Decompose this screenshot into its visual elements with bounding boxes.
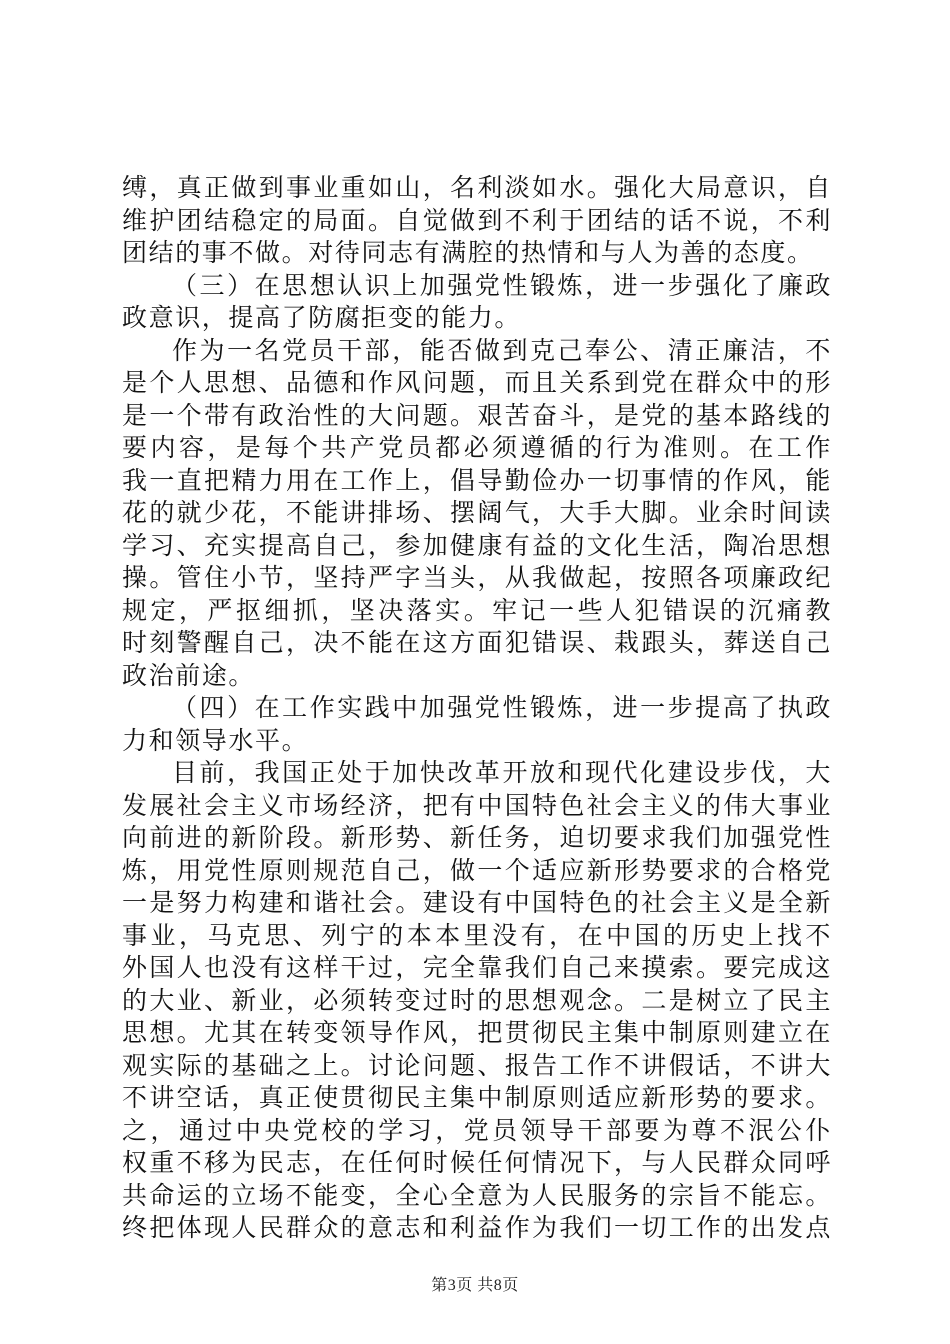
text-line: 事业，马克思、列宁的本本里没有，在中国的历史上找不 (122, 920, 832, 950)
text-line: （三）在思想认识上加强党性锻炼，进一步强化了廉政 (172, 270, 832, 300)
text-line: 向前进的新阶段。新形势、新任务，迫切要求我们加强党性 (122, 823, 832, 852)
text-line: 维护团结稳定的局面。自觉做到不利于团结的话不说，不利 (122, 205, 832, 235)
text-line: 缚，真正做到事业重如山，名利淡如水。强化大局意识，自 (122, 173, 832, 202)
text-line: 政意识，提高了防腐拒变的能力。 (122, 303, 522, 332)
text-line: （四）在工作实践中加强党性锻炼，进一步提高了执政 (172, 693, 832, 722)
text-line: 学习、充实提高自己，参加健康有益的文化生活，陶冶思想 (122, 530, 832, 560)
text-line: 规定，严抠细抓，坚决落实。牢记一些人犯错误的沉痛教 (122, 595, 832, 625)
text-line: 观实际的基础之上。讨论问题、报告工作不讲假话，不讲大 (122, 1050, 832, 1080)
text-line: 权重不移为民志，在任何时候任何情况下，与人民群众同呼 (122, 1148, 832, 1177)
text-line: 目前，我国正处于加快改革开放和现代化建设步伐，大 (172, 758, 832, 787)
body-text (122, 172, 832, 1245)
text-line: 思想。尤其在转变领导作风，把贯彻民主集中制原则建立在 (122, 1018, 832, 1047)
text-line: 发展社会主义市场经济，把有中国特色社会主义的伟大事业 (122, 790, 832, 820)
text-line: 不讲空话，真正使贯彻民主集中制原则适应新形势的要求。 (122, 1083, 832, 1112)
text-line: 操。管住小节，坚持严字当头，从我做起，按照各项廉政纪 (122, 563, 832, 592)
text-line: 终把体现人民群众的意志和利益作为我们一切工作的出发点 (122, 1213, 832, 1242)
text-line: 是一个带有政治性的大问题。艰苦奋斗，是党的基本路线的 (122, 400, 832, 430)
text-line: 是个人思想、品德和作风问题，而且关系到党在群众中的形 (122, 368, 832, 397)
text-line: 要内容，是每个共产党员都必须遵循的行为准则。在工作 (122, 433, 832, 462)
text-line: 外国人也没有这样干过，完全靠我们自己来摸索。要完成这 (122, 953, 832, 982)
text-line: 力和领导水平。 (122, 725, 309, 755)
text-line: 时刻警醒自己，决不能在这方面犯错误、栽跟头，葬送自己 (122, 628, 832, 657)
text-line: 一是努力构建和谐社会。建设有中国特色的社会主义是全新 (122, 888, 832, 917)
text-line: 共命运的立场不能变，全心全意为人民服务的宗旨不能忘。 (122, 1180, 832, 1210)
text-line: 的大业、新业，必须转变过时的思想观念。二是树立了民主 (122, 985, 832, 1015)
text-line: 我一直把精力用在工作上，倡导勤俭办一切事情的作风，能 (122, 465, 832, 495)
text-line: 花的就少花，不能讲排场、摆阔气，大手大脚。业余时间读 (122, 498, 832, 527)
text-line: 政治前途。 (122, 660, 256, 690)
text-line: 作为一名党员干部，能否做到克己奉公、清正廉洁，不 (172, 335, 832, 365)
text-line: 之，通过中央党校的学习，党员领导干部要为尊不泯公仆 (122, 1115, 832, 1145)
page-number-footer: 第3页 共8页 (431, 1277, 519, 1294)
text-line: 团结的事不做。对待同志有满腔的热情和与人为善的态度。 (122, 238, 814, 267)
text-line: 炼，用党性原则规范自己，做一个适应新形势要求的合格党 (122, 855, 832, 885)
